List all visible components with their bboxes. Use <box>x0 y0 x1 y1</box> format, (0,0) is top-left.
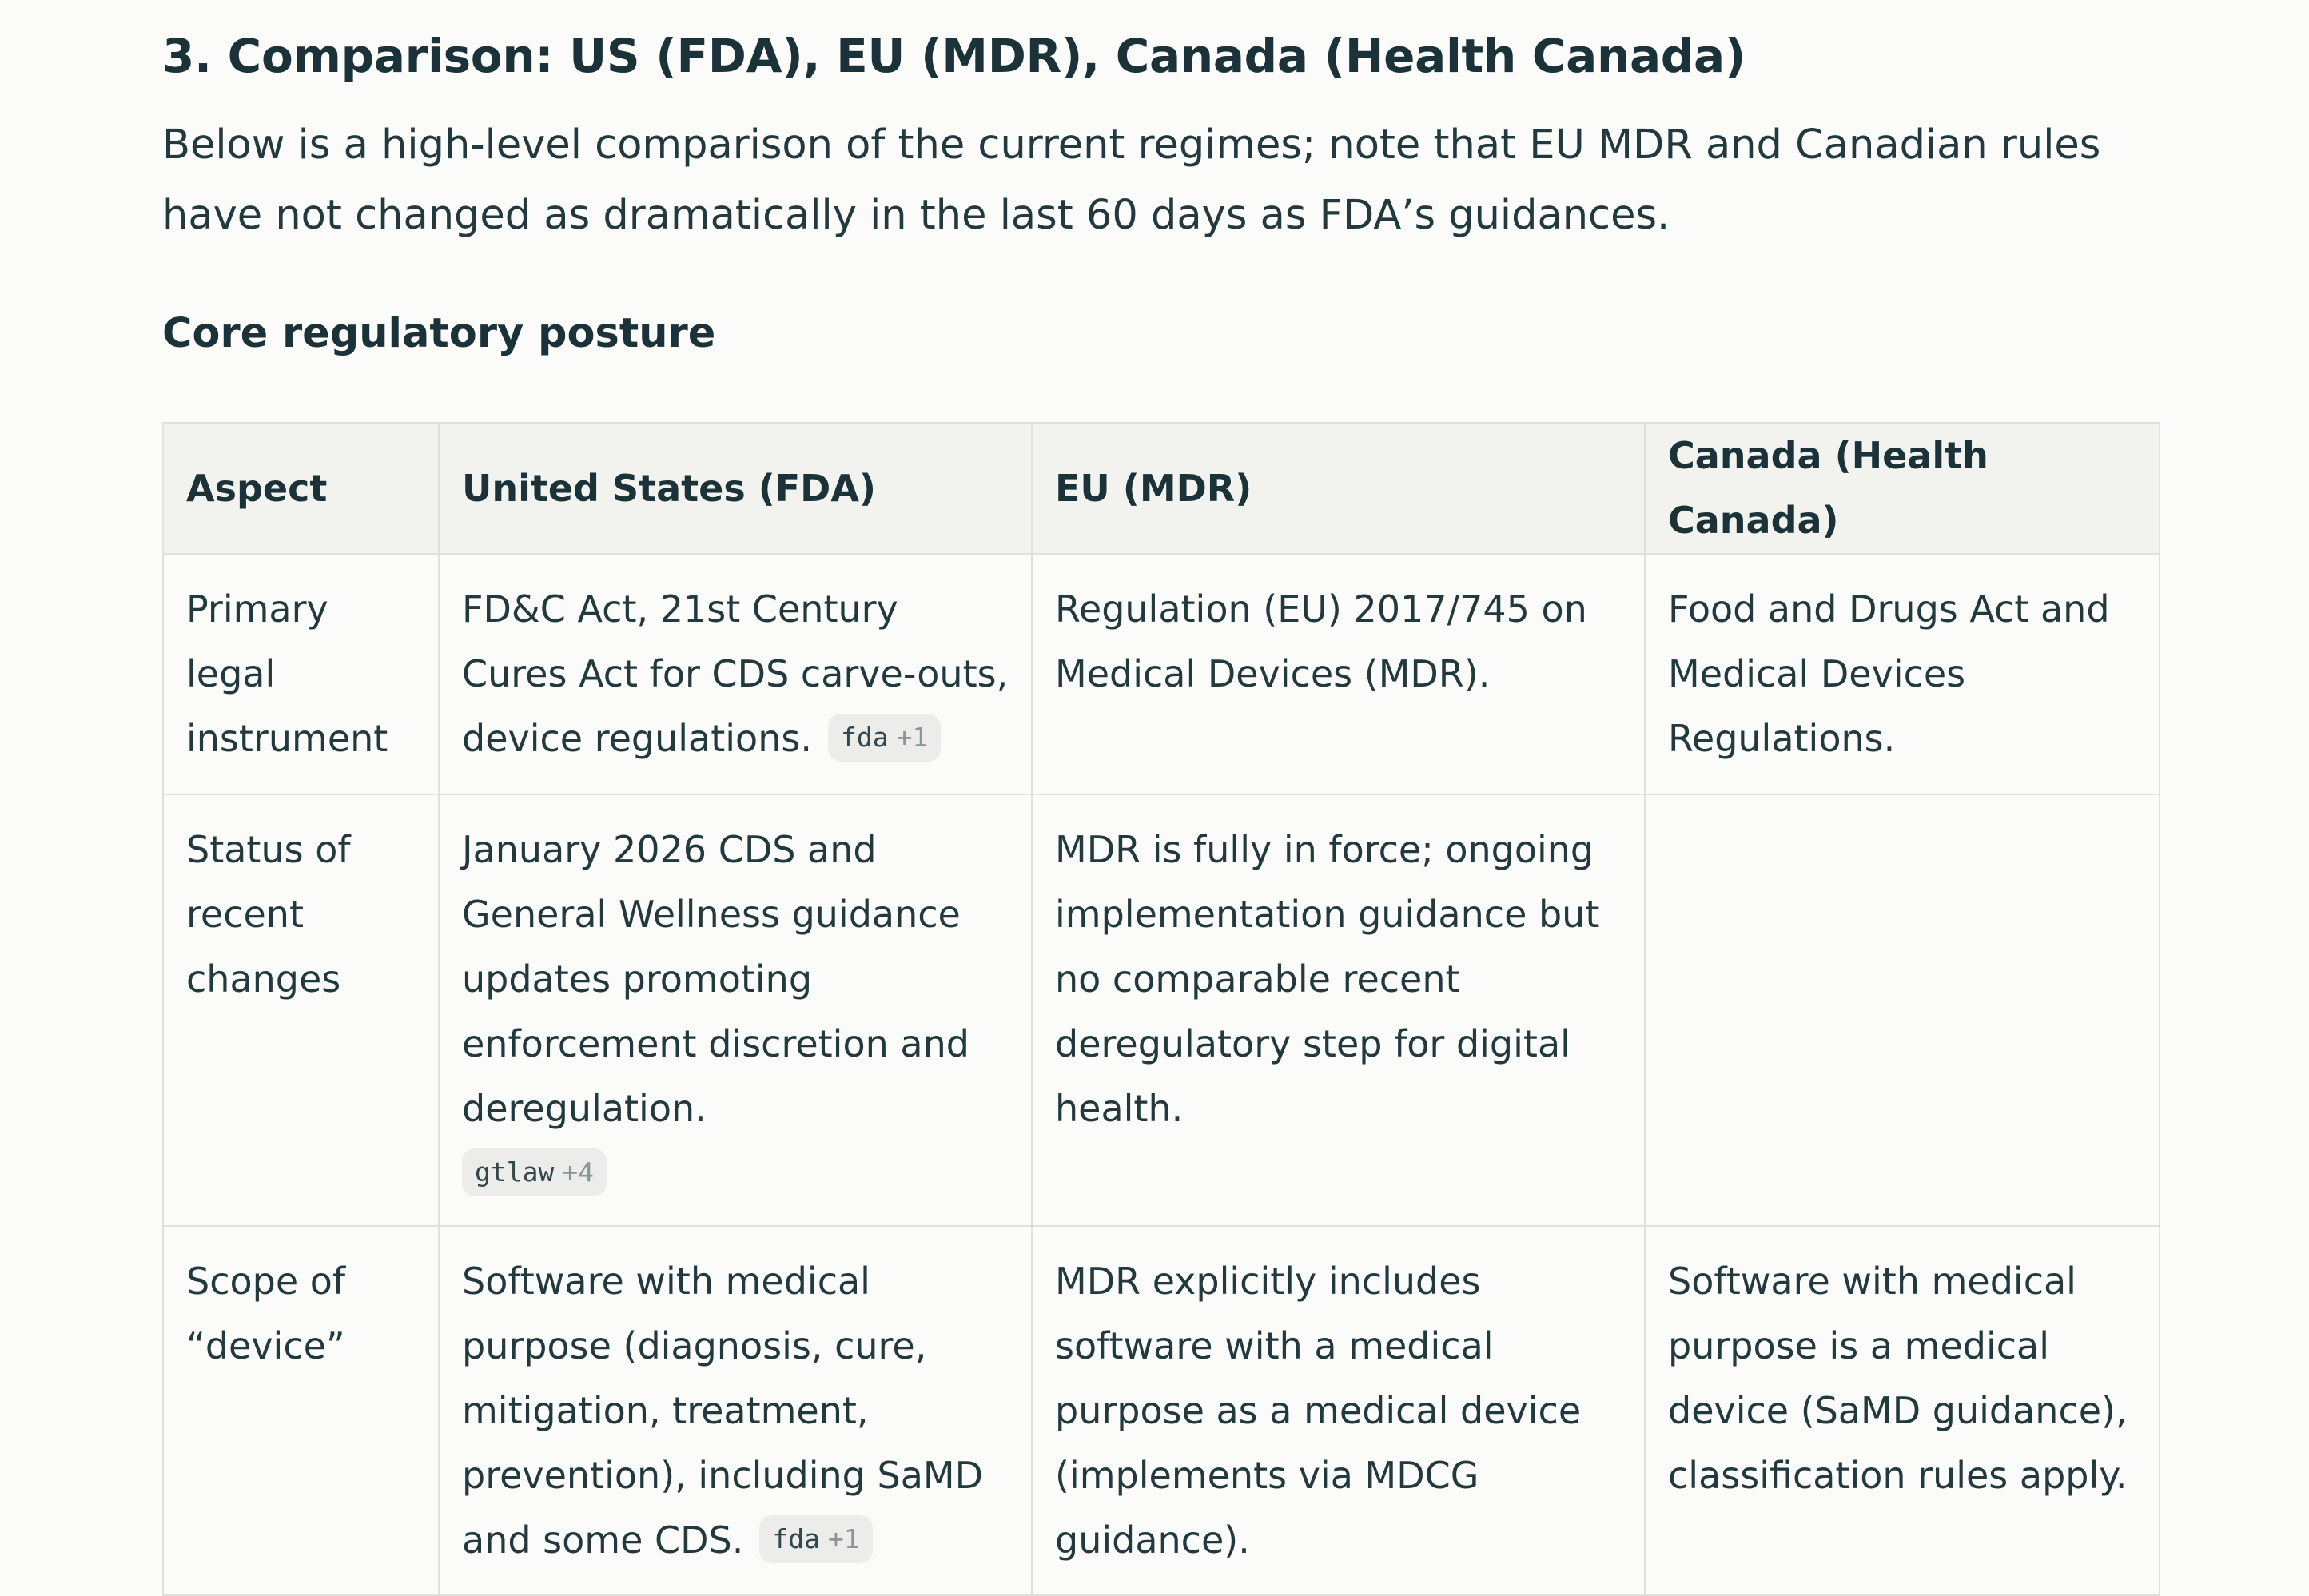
intro-paragraph: Below is a high-level comparison of the current regimes; note that EU MDR and Canadian rules have not changed as dramatically in the last 60 days as FDA’s guidances. <box>162 121 2101 239</box>
header-canada: Canada (Health Canada) <box>1645 423 2160 554</box>
us-text: Software with medical purpose (diagnosis, cure, mitigation, treatment, prevention), including SaMD and some CDS. <box>462 1260 983 1562</box>
cell-aspect <box>163 554 439 794</box>
cell-canada <box>1645 554 2160 794</box>
us-text: January 2026 CDS and General Wellness guidance updates promoting enforcement discretion and deregulation. <box>462 828 969 1130</box>
cell-us <box>439 1226 1032 1595</box>
eu-text: MDR is fully in force; ongoing implementation guidance but no comparable recent deregulatory step for digital health. <box>1055 828 1600 1130</box>
citation-more-count: +1 <box>827 1523 860 1554</box>
cell-eu <box>1032 1226 1645 1595</box>
cell-eu <box>1032 794 1645 1226</box>
cell-canada <box>1645 1226 2160 1595</box>
citation-source: fda <box>840 722 889 753</box>
cell-us <box>439 794 1032 1226</box>
comparison-table <box>162 422 2160 1596</box>
section-title: 3. Comparison: US (FDA), EU (MDR), Canada (Health Canada) <box>162 29 1746 83</box>
table-row <box>163 794 2160 1226</box>
aspect-text: Primary legal instrument <box>186 587 388 760</box>
citation-source: gtlaw <box>475 1156 555 1188</box>
subheading: Core regulatory posture <box>162 310 716 357</box>
table-row <box>163 1226 2160 1595</box>
cell-us <box>439 554 1032 794</box>
us-text: FD&C Act, 21st Century Cures Act for CDS carve-outs, device regulations. <box>462 587 1009 760</box>
citation-more-count: +4 <box>562 1156 595 1188</box>
canada-text: Food and Drugs Act and Medical Devices Regulations. <box>1668 587 2110 760</box>
citation-chip[interactable] <box>462 1148 607 1196</box>
cell-aspect <box>163 794 439 1226</box>
aspect-text: Status of recent changes <box>186 828 351 1001</box>
header-aspect: Aspect <box>163 423 439 554</box>
citation-source: fda <box>772 1523 820 1554</box>
cell-eu <box>1032 554 1645 794</box>
eu-text: MDR explicitly includes software with a medical purpose as a medical device (implements via MDCG guidance). <box>1055 1260 1582 1562</box>
citation-chip[interactable] <box>759 1515 872 1563</box>
table-row <box>163 554 2160 794</box>
table-header-row <box>163 423 2160 554</box>
eu-text: Regulation (EU) 2017/745 on Medical Devices (MDR). <box>1055 587 1587 695</box>
citation-more-count: +1 <box>896 722 929 753</box>
citation-chip[interactable] <box>828 714 941 762</box>
canada-text: Software with medical purpose is a medical device (SaMD guidance), classification rules apply. <box>1668 1260 2128 1497</box>
cell-aspect <box>163 1226 439 1595</box>
cell-canada <box>1645 794 2160 1226</box>
header-us: United States (FDA) <box>439 423 1032 554</box>
header-eu: EU (MDR) <box>1032 423 1645 554</box>
aspect-text: Scope of “device” <box>186 1260 346 1367</box>
answer-content <box>162 24 2159 1562</box>
